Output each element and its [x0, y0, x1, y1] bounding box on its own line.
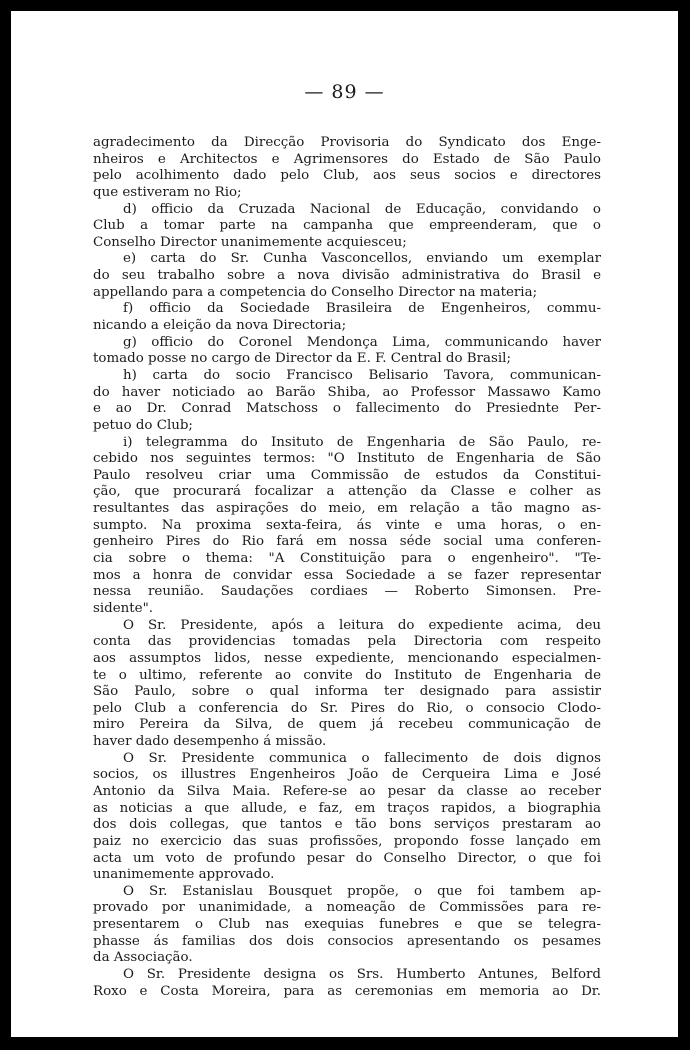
text-line: paiz no exercicio das suas profissões, propondo fosse lançado em: [93, 833, 601, 849]
text-line: nheiros e Architectos e Agrimensores do Estado de São Paulo: [93, 151, 601, 167]
text-line: nicando a eleição da nova Directoria;: [93, 318, 347, 334]
text-line: haver dado desempenho á missão.: [93, 734, 327, 750]
paragraph: [93, 135, 601, 202]
text-line: Club a tomar parte na campanha que empreenderam, que o: [93, 218, 601, 234]
text-line: genheiro Pires do Rio fará em nossa séde social uma conferen-: [93, 534, 601, 550]
text-line: provado por unanimidade, a nomeação de Commissões para re-: [93, 900, 601, 916]
text-line: aos assumptos lidos, nesse expediente, mencionando especialmen-: [93, 650, 601, 666]
text-line: presentarem o Club nas exequias funebres e que se telegra-: [93, 917, 601, 933]
text-line: O Sr. Presidente, após a leitura do expediente acima, deu: [123, 617, 601, 633]
body-text: [93, 135, 601, 1000]
paragraph: [93, 618, 601, 751]
text-line: as noticias a que allude, e faz, em traços rapidos, a biographia: [93, 800, 601, 816]
text-line: socios, os illustres Engenheiros João de Cerqueira Lima e José: [93, 767, 601, 783]
text-line: O Sr. Presidente communica o fallecimento de dois dignos: [123, 750, 601, 766]
text-line: appellando para a competencia do Conselho Director na materia;: [93, 284, 538, 300]
paragraph: [93, 251, 601, 301]
paragraph: [93, 301, 601, 334]
text-line: e ao Dr. Conrad Matschoss o fallecimento do Presiednte Per-: [93, 401, 601, 417]
text-line: nessa reunião. Saudações cordiaes — Roberto Simonsen. Pre-: [93, 584, 601, 600]
text-line: sumpto. Na proxima sexta-feira, ás vinte e uma horas, o en-: [93, 517, 601, 533]
text-line: mos a honra de convidar essa Sociedade a se fazer representar: [93, 567, 601, 583]
text-line: cebido nos seguintes termos: "O Instituto de Engenharia de São: [93, 451, 601, 467]
book-page: [11, 11, 678, 1037]
text-line: cia sobre o thema: "A Constituição para o engenheiro". "Te-: [93, 551, 601, 567]
text-line: g) officio do Coronel Mendonça Lima, communicando haver: [123, 334, 601, 350]
paragraph: [93, 435, 601, 618]
text-line: O Sr. Estanislau Bousquet propõe, o que foi tambem ap-: [123, 883, 601, 899]
text-line: conta das providencias tomadas pela Directoria com respeito: [93, 634, 601, 650]
paragraph: [93, 967, 601, 1000]
paragraph: [93, 368, 601, 435]
text-line: ção, que procurará focalizar a attenção da Classe e colher as: [93, 484, 601, 500]
text-line: O Sr. Presidente designa os Srs. Humberto Antunes, Belford: [123, 967, 601, 983]
text-line: que estiveram no Rio;: [93, 184, 242, 200]
text-line: tomado posse no cargo de Director da E. F. Central do Brasil;: [93, 351, 511, 367]
text-line: unanimemente approvado.: [93, 867, 275, 883]
text-line: d) officio da Cruzada Nacional de Educação, convidando o: [123, 201, 601, 217]
paragraph: [93, 884, 601, 967]
text-line: petuo do Club;: [93, 417, 193, 433]
text-line: miro Pereira da Silva, de quem já recebeu communicação de: [93, 717, 601, 733]
text-line: São Paulo, sobre o qual informa ter designado para assistir: [93, 684, 601, 700]
text-line: acta um voto de profundo pesar do Conselho Director, o que foi: [93, 850, 601, 866]
text-line: e) carta do Sr. Cunha Vasconcellos, enviando um exemplar: [123, 251, 601, 267]
text-line: Paulo resolveu criar uma Commissão de estudos da Constitui-: [93, 467, 601, 483]
text-line: do seu trabalho sobre a nova divisão administrativa do Brasil e: [93, 268, 601, 284]
text-line: pelo Club a conferencia do Sr. Pires do Rio, o consocio Clodo-: [93, 700, 601, 716]
text-line: sidente".: [93, 600, 153, 616]
text-line: dos dois collegas, que tantos e tão bons serviços prestaram ao: [93, 817, 601, 833]
paragraph: [93, 202, 601, 252]
text-line: pelo acolhimento dado pelo Club, aos seus socios e directores: [93, 168, 601, 184]
text-line: resultantes das aspirações do meio, em relação a tão magno as-: [93, 501, 601, 517]
text-line: da Associação.: [93, 950, 193, 966]
text-line: Roxo e Costa Moreira, para as ceremonias em memoria ao Dr.: [93, 983, 601, 999]
text-line: phasse ás familias dos dois consocios apresentando os pesames: [93, 933, 601, 949]
text-line: f) officio da Sociedade Brasileira de Engenheiros, commu-: [123, 301, 601, 317]
text-line: te o ultimo, referente ao convite do Instituto de Engenharia de: [93, 667, 601, 683]
paragraph: [93, 335, 601, 368]
page-number: — 89 —: [304, 81, 385, 103]
text-line: i) telegramma do Insituto de Engenharia de São Paulo, re-: [123, 434, 601, 450]
text-line: do haver noticiado ao Barão Shiba, ao Professor Massawo Kamo: [93, 384, 601, 400]
text-line: Conselho Director unanimemente acquiesceu;: [93, 234, 407, 250]
text-line: agradecimento da Direcção Provisoria do Syndicato dos Enge-: [93, 135, 601, 150]
text-line: Antonio da Silva Maia. Refere-se ao pesar da classe ao receber: [93, 783, 601, 799]
paragraph: [93, 751, 601, 884]
text-line: h) carta do socio Francisco Belisario Tavora, communican-: [123, 367, 601, 383]
